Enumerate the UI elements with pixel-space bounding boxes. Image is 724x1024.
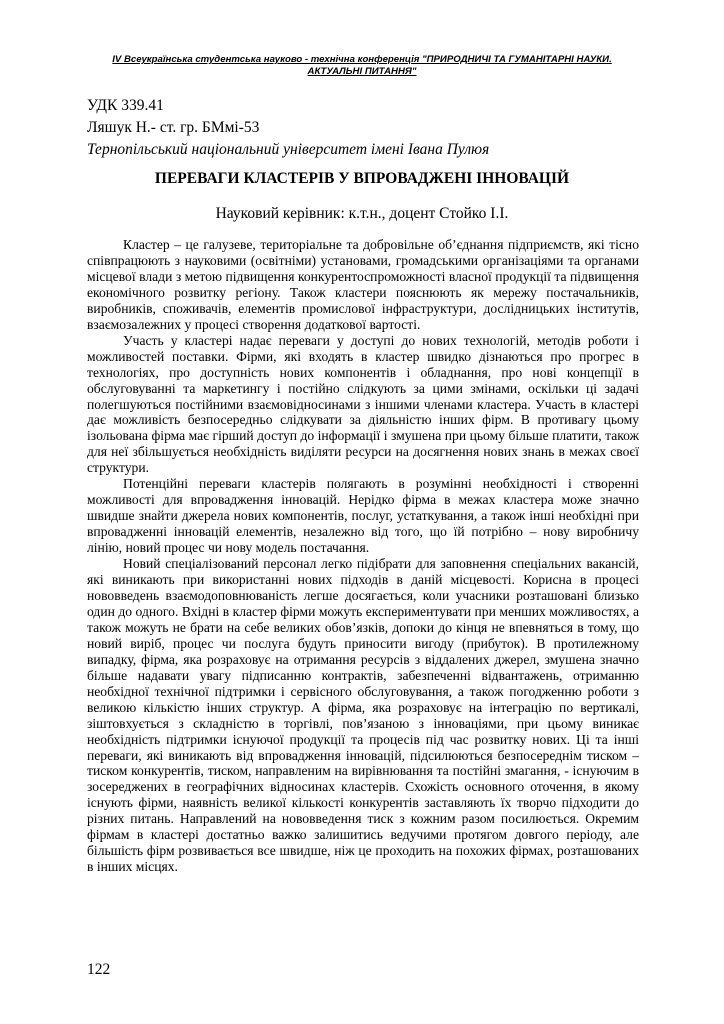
running-header [90, 54, 634, 78]
paragraph-1: Кластер – це галузеве, територіальне та добровільне об’єднання підприємств, які тісно співпрацюють з науковими (освітніми) установами, громадськими організаціями та органами місцевої влади з метою підвищення конкурентоспроможності власної продукції та підвищення економічного розвитку регіону. Також кластери пояснюють як мережу постачальників, виробників, споживачів, елементів промислової інфраструктури, дослідницьких інститутів, взаємозалежних у процесі створення додаткової вартості. [87, 237, 639, 332]
article-title: ПЕРЕВАГИ КЛАСТЕРІВ У ВПРОВАДЖЕНІ ІННОВАЦІЙ [154, 170, 570, 187]
page-number: 122 [87, 961, 111, 978]
paragraph-2: Участь у кластері надає переваги у доступі до нових технологій, методів роботи і можливостей поставки. Фірми, які входять в кластер швидко дізнаються про прогрес в технологіях, про доступність нових компонентів і обладнання, про нові концепції в обслуговуванні та маркетингу і постійно слідкують за цими змінами, оскільки ці задачі полегшуються постійними взаємовідносинами з іншими членами кластера. Участь в кластері дає можливість безпосередньо слідкувати за діяльністю інших фірм. В противагу цьому ізольована фірма має гірший доступ до інформації і змушена при цьому більше платити, також для неї збільшується необхідність виділяти ресурси на досягнення нових знань в межах своєї структури. [87, 332, 639, 476]
udc-code: УДК 339.41 [87, 97, 164, 114]
article-body [87, 237, 639, 875]
paragraph-3: Потенційні переваги кластерів полягають в розумінні необхідності і створенні можливості для впровадження інновацій. Нерідко фірма в межах кластера може значно швидше знайти джерела нових компонентів, послуг, устаткування, а також інші необхідні при впровадженні інновацій елементів, незалежно від того, що їй потрібно – нову виробничу лінію, новий процес чи нову модель постачання. [87, 476, 639, 556]
article-meta [87, 95, 647, 161]
running-header-line-1: IV Всеукраїнська студентська науково - технічна конференція "ПРИРОДНИЧІ ТА ГУМАНІТАРНІ НАУКИ. [112, 54, 612, 65]
supervisor-line: Науковий керівник: к.т.н., доцент Стойко І.І. [215, 205, 509, 222]
running-header-line-2: АКТУАЛЬНІ ПИТАННЯ" [307, 66, 417, 77]
affiliation: Тернопільський національний університет імені Івана Пулюя [87, 141, 490, 158]
paragraph-4: Новий спеціалізований персонал легко підібрати для заповнення спеціальних вакансій, які виникають при використанні нових підходів в даній місцевості. Корисна в процесі нововведень взаємодоповнюваність легше досягається, коли учасники розташовані близько один до одного. Вхідні в кластер фірми можуть експериментувати при менших можливостях, а також можуть не брати на себе великих обов’язків, допоки до кінця не впевняться в тому, що новий виріб, процес чи послуга будуть приносити вигоду (прибуток). В протилежному випадку, фірма, яка розраховує на отримання ресурсів з віддалених джерел, змушена значно більше надавати увагу підписанню контрактів, забезпеченні відвантажень, отриманню необхідної технічної підтримки і сервісного обслуговування, а також погодженню роботи з великою кількістю інших структур. А фірма, яка розраховує на інтеграцію по вертикалі, зіштовхується з складністю в торгівлі, пов’язаною з інноваціями, при цьому виникає необхідність підтримки існуючої продукції та процесів під час розвитку нових. Ці та інші переваги, які виникають від впровадження інновацій, підсилюються безпосереднім тиском – тиском конкурентів, тиском, направленим на вирівнювання та постійні змагання, - існуючим в зосереджених в географічних відносинах кластерів. Схожість основного оточення, в якому існують фірми, наявність великої кількості конкурентів заставляють їх творчо підходити до різних питань. Направлений на нововведення тиск з кожним разом посилюється. Окремим фірмам в кластері достатньо важко залишитись ведучими протягом довгого періоду, але більшість фірм розвивається все швидше, ніж це проходить на похожих фірмах, розташованих в інших місцях. [87, 556, 639, 875]
author-line: Ляшук Н.- ст. гр. БМмі-53 [87, 119, 260, 136]
